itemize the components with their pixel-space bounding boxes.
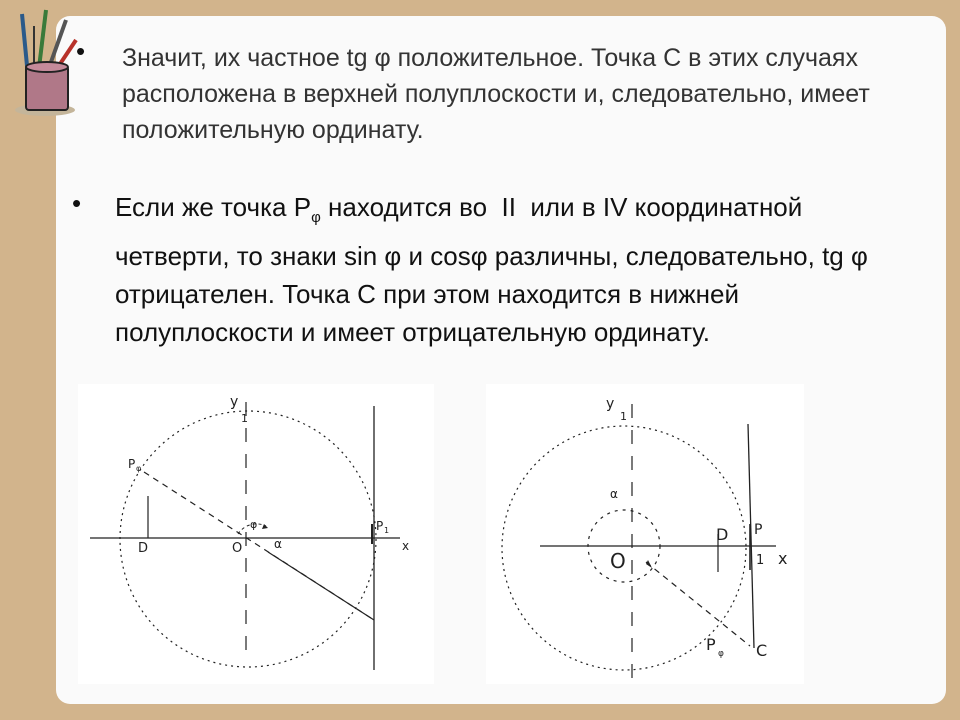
bullet-1: •	[76, 36, 86, 66]
label-pphi-sub-right: φ	[718, 649, 724, 659]
paragraph-2-part1: Если же точка P	[115, 192, 312, 222]
paragraph-2	[115, 188, 885, 351]
label-x-left: x	[402, 539, 410, 553]
paragraph-2-part2: находится во II или в IV координатной четверти, то знаки sin φ и cosφ различны, следовательно, tg φ отрицателен. Точка С при этом находится в нижней полуплоскости и имеет отрицательную ординату.	[115, 192, 876, 348]
label-y-right: y	[606, 396, 615, 412]
label-pphi-right: P	[706, 635, 716, 654]
label-p1-sub-left: 1	[384, 526, 390, 535]
label-o-left: O	[232, 541, 243, 556]
label-o-right: O	[610, 549, 626, 573]
label-phi-left: φ	[250, 518, 258, 531]
label-d-right: D	[716, 525, 729, 544]
label-pphi-left: P	[128, 457, 136, 471]
label-c-right: C	[756, 641, 768, 660]
pencil-cup-icon	[8, 6, 82, 118]
label-y-left: y	[230, 394, 239, 410]
label-alpha-left: α	[274, 537, 282, 551]
paragraph-2-sub: φ	[311, 209, 321, 227]
label-alpha-right: α	[610, 487, 618, 501]
label-y1-left: 1	[241, 412, 248, 425]
label-y1-right: 1	[620, 410, 627, 423]
label-x-right: x	[778, 549, 788, 568]
label-p1-sub-right: 1	[756, 553, 765, 568]
label-pphi-sub-left: φ	[136, 464, 142, 473]
paragraph-1	[122, 40, 912, 148]
label-d-left: D	[138, 541, 149, 556]
paragraph-1-text: Значит, их частное tg φ положительное. Точка С в этих случаях расположена в верхней полуплоскости и, следовательно, имеет положительную ординату.	[122, 44, 877, 144]
diagram-left	[78, 384, 434, 684]
diagram-right	[486, 384, 804, 684]
bullet-2: •	[72, 188, 82, 218]
label-p1-right: P	[754, 522, 763, 538]
label-p1-left: P	[376, 519, 384, 533]
